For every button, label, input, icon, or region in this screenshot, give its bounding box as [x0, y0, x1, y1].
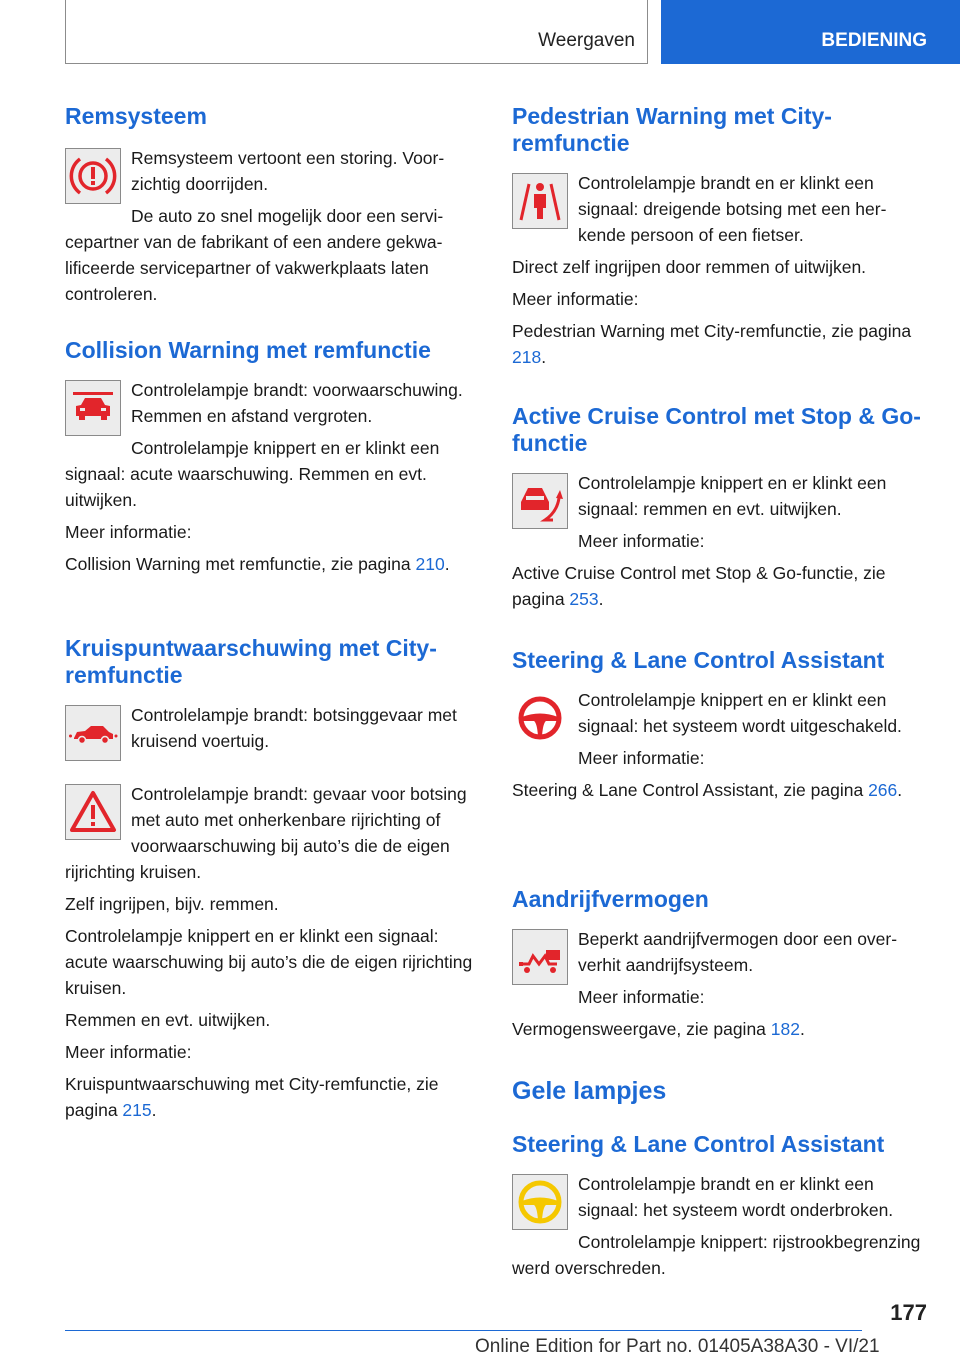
- page-link[interactable]: 266: [868, 780, 898, 800]
- reference-text: Vermogensweergave, zie pagina: [512, 1019, 771, 1039]
- paragraph: [512, 1016, 926, 1042]
- page-number: 177: [890, 1300, 927, 1325]
- paragraph: Remsysteem vertoont een storing. Voorzichtig doorrijden.: [131, 148, 445, 194]
- steering-wheel-red-icon: [512, 690, 568, 746]
- car-side-icon: [65, 705, 121, 761]
- paragraph: Zelf ingrijpen, bijv. remmen.: [65, 894, 279, 914]
- section-title: Weergaven: [538, 30, 635, 51]
- section-title: Active Cruise Control met Stop & Go-functie: [512, 403, 921, 456]
- drivetrain-warning-icon: [512, 929, 568, 985]
- paragraph: Meer informatie:: [65, 1042, 192, 1062]
- edition-note: Online Edition for Part no. 01405A38A30 - VI/21: [475, 1336, 880, 1357]
- reference-text: Collision Warning met remfunctie, zie pagina: [65, 554, 416, 574]
- brake-warning-icon: [65, 148, 121, 204]
- section-aandrijfvermogen: [512, 886, 926, 1048]
- page-link[interactable]: 253: [569, 589, 599, 609]
- paragraph: Controlelampje brandt: botsinggevaar met kruisend voertuig.: [131, 705, 457, 751]
- paragraph: Meer informatie:: [578, 987, 705, 1007]
- section-gele-lampjes: [512, 1076, 926, 1106]
- section-title: Aandrijfvermogen: [512, 886, 709, 912]
- punctuation: .: [541, 347, 547, 367]
- reference-text: Steering & Lane Control Assistant, zie pagina: [512, 780, 869, 800]
- paragraph: Meer informatie:: [578, 531, 705, 551]
- paragraph: Controlelampje knippert en er klinkt een signaal: acute waarschuwing. Remmen en evt. uitwijken.: [65, 438, 440, 510]
- paragraph: Controlelampje knippert en er klinkt een signaal: acute waarschuwing bij auto’s die de eigen rijrichting kruisen.: [65, 926, 473, 998]
- page-link[interactable]: 215: [122, 1100, 152, 1120]
- page-link[interactable]: 210: [415, 554, 445, 574]
- paragraph: Controlelampje knippert en er klinkt een signaal: remmen en evt. uitwijken.: [578, 473, 887, 519]
- paragraph: [512, 777, 926, 803]
- paragraph: [512, 560, 926, 612]
- paragraph: Meer informatie:: [65, 522, 192, 542]
- steering-wheel-yellow-icon: [512, 1174, 568, 1230]
- punctuation: .: [799, 1019, 805, 1039]
- paragraph: Meer informatie:: [512, 289, 639, 309]
- cruise-control-icon: [512, 473, 568, 529]
- section-title: Remsysteem: [65, 103, 207, 129]
- punctuation: .: [444, 554, 450, 574]
- section-title: Steering & Lane Control Assistant: [512, 647, 885, 673]
- warning-triangle-icon: [65, 784, 121, 840]
- punctuation: .: [598, 589, 604, 609]
- reference-text: Kruispuntwaarschuwing met City-remfunctie, zie pagina: [65, 1074, 439, 1120]
- page-link[interactable]: 182: [770, 1019, 800, 1039]
- paragraph: Remmen en evt. uitwijken.: [65, 1010, 271, 1030]
- chapter-tab: BEDIENING: [661, 0, 960, 64]
- pedestrian-icon: [512, 173, 568, 229]
- section-title: Collision Warning met remfunctie: [65, 337, 431, 363]
- section-kruispuntwaarschuwing: [65, 635, 479, 1129]
- paragraph: [512, 318, 926, 370]
- reference-text: Active Cruise Control met Stop & Go-functie, zie pagina: [512, 563, 886, 609]
- section-collision-warning: [65, 337, 479, 583]
- section-title: Kruispuntwaarschuwing met City-remfunctie: [65, 635, 437, 688]
- section-title: Steering & Lane Control Assistant: [512, 1131, 885, 1157]
- page-link[interactable]: 218: [512, 347, 542, 367]
- group-heading: Gele lampjes: [512, 1077, 667, 1105]
- section-steering-lane-control-yellow: [512, 1131, 926, 1287]
- reference-text: Pedestrian Warning met City-remfunctie, zie pagina: [512, 321, 912, 341]
- paragraph: Direct zelf ingrijpen door remmen of uitwijken.: [512, 257, 867, 277]
- section-steering-lane-control: [512, 647, 926, 809]
- car-front-icon: [65, 380, 121, 436]
- paragraph: Controlelampje brandt: gevaar voor botsing met auto met onherkenbare rijrichting of voorwaarschuwing bij auto’s die de eigen rijrichting kruisen.: [65, 784, 467, 882]
- paragraph: De auto zo snel mogelijk door een servicepartner van de fabrikant of een andere gekwalificeerde servicepartner of vakwerkplaats laten controleren.: [65, 206, 444, 304]
- paragraph: Controlelampje brandt en er klinkt een signaal: het systeem wordt onderbroken.: [578, 1174, 894, 1220]
- paragraph: [65, 1071, 479, 1123]
- paragraph: Controlelampje brandt: voorwaarschuwing. Remmen en afstand vergroten.: [131, 380, 463, 426]
- section-pedestrian-warning: [512, 103, 926, 376]
- section-active-cruise-control: [512, 403, 926, 618]
- paragraph: Controlelampje brandt en er klinkt een signaal: dreigende botsing met een herkende persoon of een fietser.: [578, 173, 887, 245]
- punctuation: .: [897, 780, 903, 800]
- paragraph: Controlelampje knippert: rijstrookbegrenzing werd overschreden.: [512, 1232, 921, 1278]
- punctuation: .: [151, 1100, 157, 1120]
- paragraph: Meer informatie:: [578, 748, 705, 768]
- paragraph: [65, 551, 479, 577]
- section-remsysteem: [65, 103, 479, 313]
- paragraph: Beperkt aandrijfvermogen door een oververhit aandrijfsysteem.: [578, 929, 898, 975]
- footer-divider: [65, 1330, 862, 1331]
- paragraph: Controlelampje knippert en er klinkt een signaal: het systeem wordt uitgeschakeld.: [578, 690, 902, 736]
- section-title: Pedestrian Warning met City-remfunctie: [512, 103, 832, 156]
